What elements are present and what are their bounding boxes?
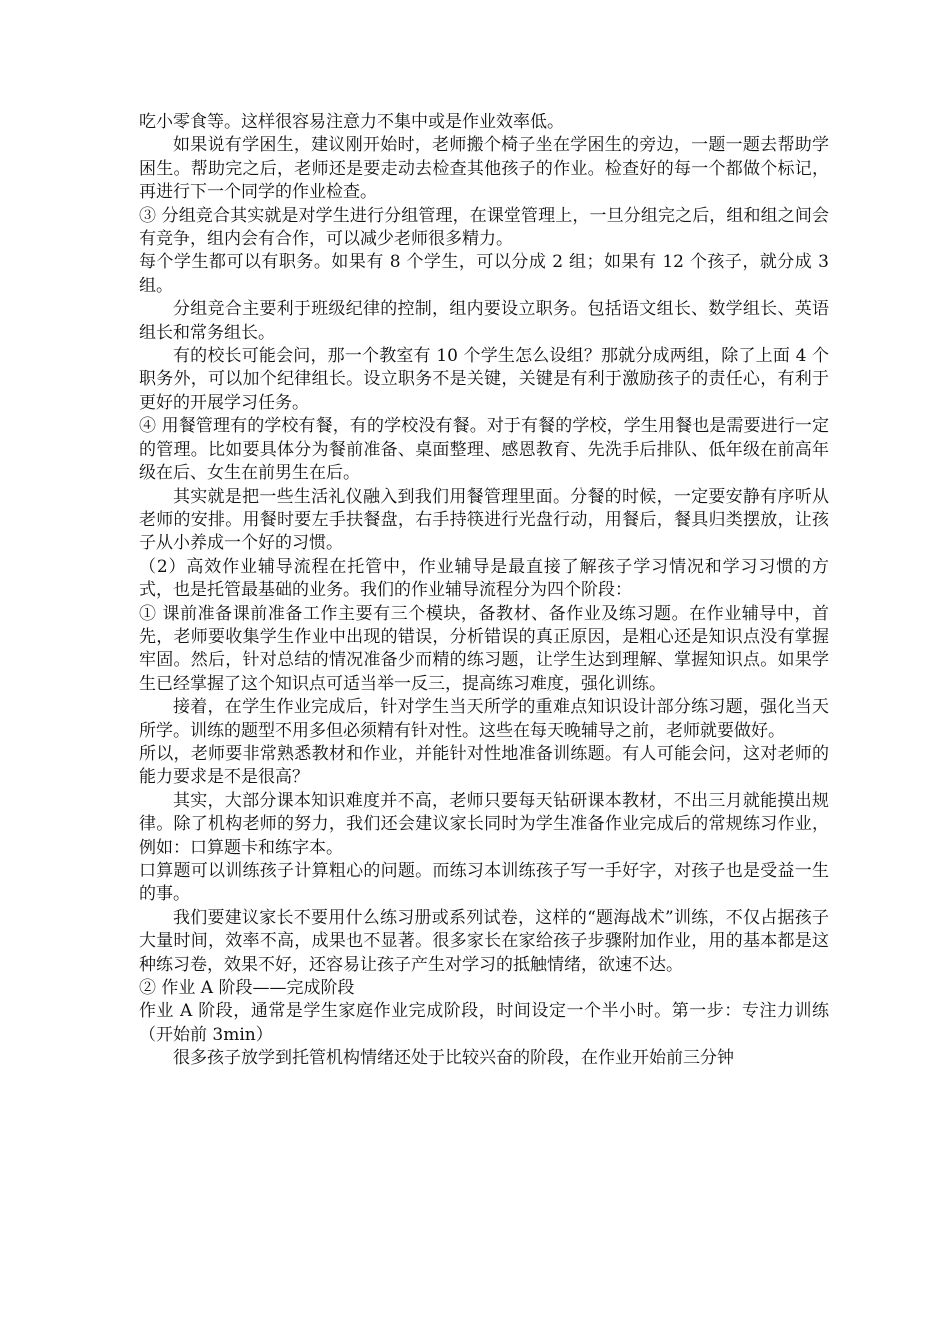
paragraph: 如果说有学困生，建议刚开始时，老师搬个椅子坐在学困生的旁边，一题一题去帮助学困生。帮助完之后，老师还是要走动去检查其他孩子的作业。检查好的每一个都做个标记，再进行下一个同学的作业检查。 bbox=[139, 135, 829, 203]
document-body bbox=[139, 111, 829, 1071]
paragraph: 作业 A 阶段，通常是学生家庭作业完成阶段，时间设定一个半小时。第一步：专注力训练（开始前 3min） bbox=[139, 1001, 829, 1045]
paragraph: 每个学生都可以有职务。如果有 8 个学生，可以分成 2 组；如果有 12 个孩子，就分成 3 组。 bbox=[139, 252, 829, 296]
paragraph: 口算题可以训练孩子计算粗心的问题。而练习本训练孩子写一手好字，对孩子也是受益一生的事。 bbox=[139, 861, 829, 905]
paragraph: ④ 用餐管理有的学校有餐，有的学校没有餐。对于有餐的学校，学生用餐也是需要进行一定的管理。比如要具体分为餐前准备、桌面整理、感恩教育、先洗手后排队、低年级在前高年级在后、女生在前男生在后。 bbox=[139, 416, 829, 484]
paragraph: 吃小零食等。这样很容易注意力不集中或是作业效率低。 bbox=[139, 112, 564, 132]
paragraph: （2）高效作业辅导流程在托管中，作业辅导是最直接了解孩子学习情况和学习习惯的方式，也是托管最基础的业务。我们的作业辅导流程分为四个阶段： bbox=[139, 556, 829, 601]
paragraph: 其实就是把一些生活礼仪融入到我们用餐管理里面。分餐的时候，一定要安静有序听从老师的安排。用餐时要左手扶餐盘，右手持筷进行光盘行动，用餐后，餐具归类摆放，让孩子从小养成一个好的习惯。 bbox=[139, 486, 829, 554]
section-heading: ② 作业 A 阶段——完成阶段 bbox=[139, 978, 355, 999]
paragraph: 其实，大部分课本知识难度并不高，老师只要每天钻研课本教材，不出三月就能摸出规律。除了机构老师的努力，我们还会建议家长同时为学生准备作业完成后的常规练习作业，例如：口算题卡和练字本。 bbox=[139, 790, 829, 858]
paragraph: 很多孩子放学到托管机构情绪还处于比较兴奋的阶段，在作业开始前三分钟 bbox=[173, 1048, 734, 1069]
paragraph: ① 课前准备课前准备工作主要有三个模块，备教材、备作业及练习题。在作业辅导中，首先，老师要收集学生作业中出现的错误，分析错误的真正原因，是粗心还是知识点没有掌握牢固。然后，针对总结的情况准备少而精的练习题，让学生达到理解、掌握知识点。如果学生已经掌握了这个知识点可适当举一反三，提高练习难度，强化训练。 bbox=[139, 603, 829, 694]
paragraph: 接着，在学生作业完成后，针对学生当天所学的重难点知识设计部分练习题，强化当天所学。训练的题型不用多但必须精有针对性。这些在每天晚辅导之前，老师就要做好。 bbox=[139, 697, 829, 741]
paragraph: 分组竞合主要利于班级纪律的控制，组内要设立职务。包括语文组长、数学组长、英语组长和常务组长。 bbox=[139, 299, 829, 343]
paragraph: 有的校长可能会问，那一个教室有 10 个学生怎么设组？那就分成两组，除了上面 4 个职务外，可以加个纪律组长。设立职务不是关键，关键是有利于激励孩子的责任心，有利于更好的开展学习任务。 bbox=[139, 346, 829, 413]
paragraph: ③ 分组竞合其实就是对学生进行分组管理，在课堂管理上，一旦分组完之后，组和组之间会有竞争，组内会有合作，可以减少老师很多精力。 bbox=[139, 205, 829, 250]
paragraph: 我们要建议家长不要用什么练习册或系列试卷，这样的“题海战术”训练，不仅占据孩子大量时间，效率不高，成果也不显著。很多家长在家给孩子步骤附加作业，用的基本都是这种练习卷，效果不好，还容易让孩子产生对学习的抵触情绪，欲速不达。 bbox=[139, 907, 829, 975]
paragraph: 所以，老师要非常熟悉教材和作业，并能针对性地准备训练题。有人可能会问，这对老师的能力要求是不是很高？ bbox=[139, 743, 829, 788]
